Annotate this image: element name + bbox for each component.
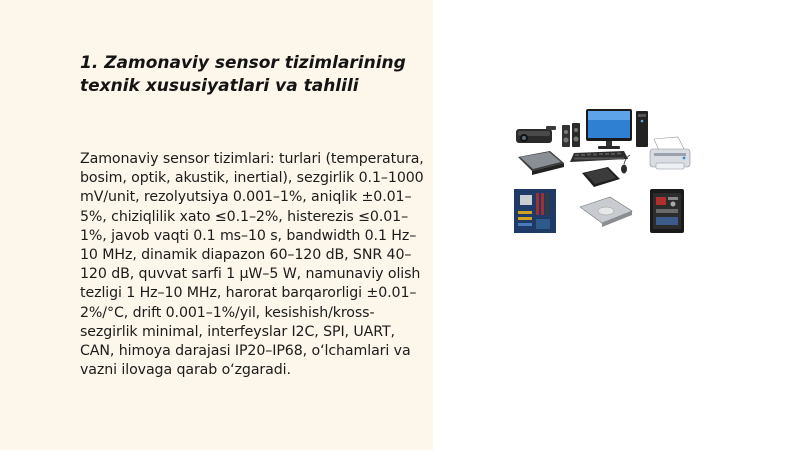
slide-body-text: Zamonaviy sensor tizimlari: turlari (temperatura, bosim, optik, akustik, inertial), sezgirlik 0.1–1000 mV/unit, rezolyutsiya 0.001–1%, aniqlik ±0.01–5%, chiziqlilik xato ≤0.1–2%, histerezis ≤0.01–1%, javob vaqti 0.1 ms–10 s, bandwidth 0.1 Hz–10 MHz, dinamik diapazon 60–120 dB, SNR 40–120 dB, quvvat sarfi 1 μW–5 W, namunaviy olish tezligi 1 Hz–10 MHz, harorat barqarorligi ±0.01–2%/°C, drift 0.001–1%/yil, kesishish/kross-sezgirlik minimal, interfeyslar I2C, SPI, UART, CAN, himoya darajasi IP20–IP68, o‘lchamlari va vazni ilovaga qarab o‘zgaradi. — [80, 151, 424, 379]
pc-tower-icon — [636, 111, 648, 147]
motherboard-icon — [514, 189, 556, 233]
title-line-1: 1. Zamonaviy sensor tizimlarining — [80, 53, 406, 73]
computer-hardware-illustration — [508, 105, 708, 245]
speaker-icon — [562, 123, 580, 147]
scanner-icon — [518, 151, 564, 175]
projector-icon — [516, 126, 556, 143]
monitor-icon — [586, 109, 632, 149]
system-unit-icon — [650, 189, 684, 233]
tablet-icon — [582, 167, 620, 187]
optical-drive-icon — [580, 197, 632, 227]
title-line-2: texnik xususiyatlari va tahlili — [80, 76, 359, 96]
printer-icon — [650, 137, 690, 169]
slide-title — [80, 52, 410, 98]
keyboard-icon — [570, 151, 628, 162]
